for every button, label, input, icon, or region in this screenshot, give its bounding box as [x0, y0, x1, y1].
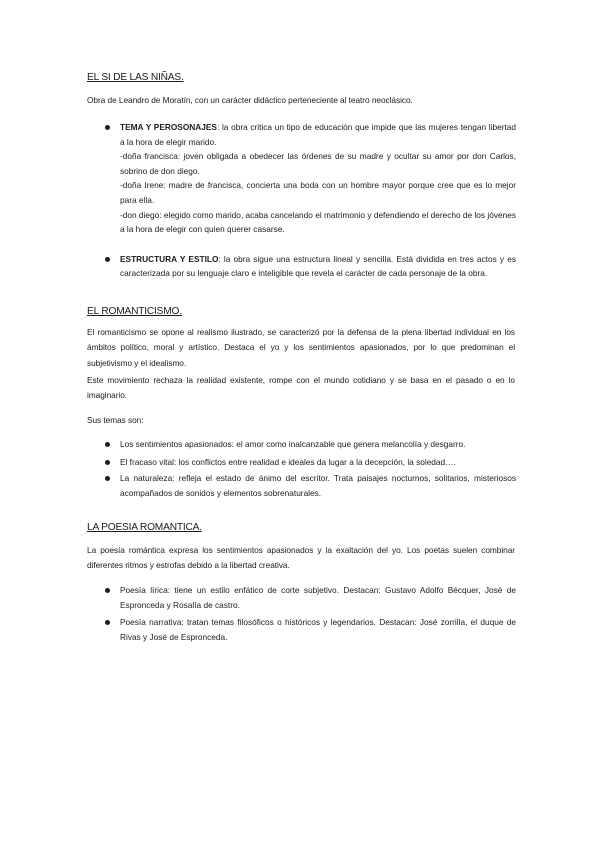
poesia-paragraph	[87, 543, 515, 574]
item-text: Poesía narrativa: tratan temas filosóficos o históricos y legendarios. Destacan: José zorrilla, el duque de Rivas y José de Espronceda.	[120, 617, 516, 642]
list-item	[120, 583, 516, 612]
character-line-diego: -don diego: elegido como marido, acaba cancelando el matrimonio y defendiendo el derecho de los jóvenes a la hora de elegir con quien querer casarse.	[120, 209, 516, 235]
temas-bullet-list	[120, 437, 516, 500]
obra-bullet-list	[120, 120, 516, 281]
item-text: : la obra sigue una estructura lineal y sencilla. Está dividida en tres actos y es caracterizada por su lenguaje claro e inteligible que revela el carácter de cada personaje de la obra.	[120, 253, 516, 279]
list-item	[120, 615, 516, 644]
intro-paragraph	[87, 93, 515, 108]
character-line-francisca: -doña francisca: joven obligada a obedecer las órdenes de su madre y ocultar su amor por don Carlos, sobrino de don diego.	[120, 151, 516, 176]
section-heading-la-poesia-romantica: LA POESIA ROMANTICA.	[87, 522, 202, 533]
bullet-icon	[105, 460, 110, 465]
item-text: : la obra critica un tipo de educación que impide que las mujeres tengan libertad a la hora de elegir marido.	[120, 122, 516, 147]
item-text: La naturaleza: refleja el estado de ánimo del escritor. Trata paisajes nocturnos, solitarios, misteriosos acompañados de sonidos y elementos sobrenaturales.	[120, 473, 516, 498]
paragraph-text: Sus temas son:	[87, 415, 144, 425]
paragraph-text: El romanticismo se opone al realismo ilustrado, se caracterizó por la defensa de la plena libertad individual en los ámbitos político, moral y artístico. Destaca el yo y los sentimientos apasionados, por lo que predominan el subjetivismo y el idealismo.	[87, 327, 515, 368]
item-term: ESTRUCTURA Y ESTILO	[120, 253, 219, 264]
intro-text: Obra de Leandro de Moratín, con un carácter didáctico perteneciente al teatro neoclásico.	[87, 95, 413, 105]
bullet-icon	[105, 125, 110, 130]
section-heading-el-si-de-las-ninas: EL SI DE LAS NIÑAS.	[87, 72, 184, 83]
bullet-icon	[105, 257, 110, 262]
list-item	[120, 471, 516, 500]
bullet-icon	[105, 588, 110, 593]
section-heading-el-romanticismo: EL ROMANTICISMO.	[87, 306, 182, 317]
list-item	[120, 252, 516, 281]
item-text: Los sentimientos apasionados: el amor como inalcanzable que genera melancolía y desgarro.	[120, 439, 466, 449]
romanticismo-paragraph-2	[87, 373, 515, 404]
romanticismo-paragraph-1	[87, 325, 515, 371]
bullet-icon	[105, 442, 110, 447]
item-text: El fracaso vital: los conflictos entre realidad e ideales da lugar a la decepción, la soledad….	[120, 456, 456, 467]
paragraph-text: La poesía romántica expresa los sentimientos apasionados y la exaltación del yo. Los poetas suelen combinar diferentes ritmos y estrofas debido a la libertad creativa.	[87, 545, 515, 571]
list-item	[120, 120, 516, 237]
romanticismo-paragraph-3	[87, 413, 515, 428]
bullet-icon	[105, 620, 110, 625]
list-item	[120, 455, 516, 470]
item-term: TEMA Y PEROSONAJES	[120, 122, 217, 132]
poesia-bullet-list	[120, 583, 516, 644]
item-text: Poesía lírica: tiene un estilo enfático de corte subjetivo. Destacan: Gustavo Adolfo Bécquer, José de Espronceda y Rosalía de castro.	[120, 585, 516, 610]
character-line-irene: -doña Irene: madre de francisca, concierta una boda con un hombre mayor porque cree que es lo mejor para ella.	[120, 180, 516, 205]
paragraph-text: Este movimiento rechaza la realidad existente, rompe con el mundo cotidiano y se basa en el pasado o en lo imaginario.	[87, 375, 515, 401]
list-item	[120, 437, 516, 452]
bullet-icon	[105, 476, 110, 481]
